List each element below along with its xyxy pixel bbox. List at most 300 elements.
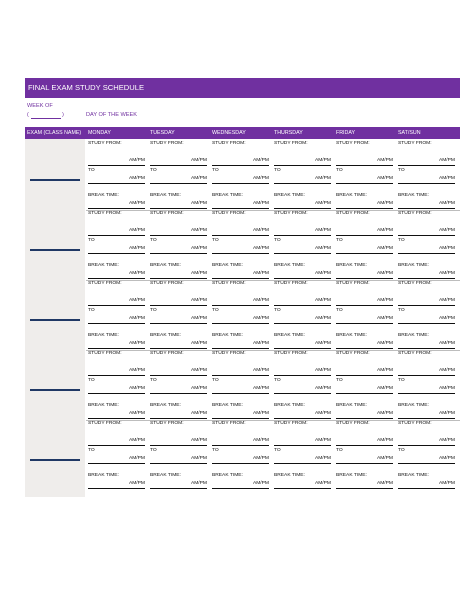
to-field[interactable]	[150, 393, 207, 394]
to-am-pm: AM/PM	[314, 316, 331, 321]
to-field[interactable]	[88, 393, 145, 394]
study-from-am-pm: AM/PM	[376, 158, 393, 163]
to-am-pm: AM/PM	[314, 176, 331, 181]
to-label: TO	[150, 378, 157, 383]
to-label: TO	[212, 168, 219, 173]
break-time-label: BREAK TIME:	[274, 473, 305, 478]
to-am-pm: AM/PM	[376, 246, 393, 251]
break-time-am-pm: AM/PM	[376, 271, 393, 276]
break-time-am-pm: AM/PM	[376, 201, 393, 206]
to-field[interactable]	[336, 463, 393, 464]
to-label: TO	[274, 168, 281, 173]
schedule-grid	[25, 139, 460, 497]
to-label: TO	[88, 168, 95, 173]
study-from-am-pm: AM/PM	[252, 368, 269, 373]
break-time-label: BREAK TIME:	[336, 263, 367, 268]
study-from-field[interactable]	[88, 445, 145, 446]
break-time-field[interactable]	[88, 348, 145, 349]
to-field[interactable]	[336, 323, 393, 324]
to-label: TO	[150, 448, 157, 453]
study-slot[interactable]	[148, 211, 209, 281]
study-from-field[interactable]	[398, 445, 455, 446]
week-of-label: WEEK OF	[27, 103, 53, 109]
study-slot[interactable]	[210, 351, 271, 421]
break-time-field[interactable]	[150, 208, 207, 209]
study-from-am-pm: AM/PM	[376, 228, 393, 233]
study-from-label: STUDY FROM:	[274, 281, 308, 286]
break-time-am-pm: AM/PM	[376, 481, 393, 486]
study-from-label: STUDY FROM:	[212, 351, 246, 356]
study-from-am-pm: AM/PM	[128, 298, 145, 303]
study-from-field[interactable]	[150, 375, 207, 376]
study-slot[interactable]	[86, 351, 147, 421]
study-from-field[interactable]	[398, 165, 455, 166]
study-from-am-pm: AM/PM	[438, 298, 455, 303]
to-label: TO	[212, 448, 219, 453]
study-slot[interactable]	[86, 281, 147, 351]
to-field[interactable]	[274, 463, 331, 464]
to-am-pm: AM/PM	[190, 246, 207, 251]
to-field[interactable]	[212, 323, 269, 324]
study-slot[interactable]	[334, 281, 395, 351]
break-time-label: BREAK TIME:	[212, 333, 243, 338]
study-slot[interactable]	[148, 141, 209, 211]
to-field[interactable]	[212, 393, 269, 394]
break-time-field[interactable]	[274, 488, 331, 489]
study-from-label: STUDY FROM:	[150, 351, 184, 356]
study-from-field[interactable]	[398, 235, 455, 236]
study-from-field[interactable]	[150, 165, 207, 166]
study-from-field[interactable]	[336, 305, 393, 306]
to-field[interactable]	[336, 183, 393, 184]
break-time-am-pm: AM/PM	[438, 201, 455, 206]
study-slot[interactable]	[86, 211, 147, 281]
day-of-week-label: DAY OF THE WEEK	[86, 112, 137, 118]
study-from-field[interactable]	[336, 445, 393, 446]
study-from-field[interactable]	[274, 305, 331, 306]
study-from-label: STUDY FROM:	[150, 281, 184, 286]
break-time-label: BREAK TIME:	[212, 193, 243, 198]
to-label: TO	[150, 238, 157, 243]
header-wednesday: WEDNESDAY	[212, 130, 246, 136]
study-from-am-pm: AM/PM	[314, 298, 331, 303]
study-from-am-pm: AM/PM	[190, 228, 207, 233]
study-slot[interactable]	[272, 281, 333, 351]
to-am-pm: AM/PM	[190, 456, 207, 461]
break-time-label: BREAK TIME:	[336, 473, 367, 478]
break-time-field[interactable]	[88, 488, 145, 489]
break-time-label: BREAK TIME:	[150, 473, 181, 478]
study-slot[interactable]	[148, 281, 209, 351]
study-from-label: STUDY FROM:	[398, 211, 432, 216]
study-from-label: STUDY FROM:	[274, 211, 308, 216]
to-field[interactable]	[88, 463, 145, 464]
study-from-am-pm: AM/PM	[128, 158, 145, 163]
study-from-field[interactable]	[212, 165, 269, 166]
to-field[interactable]	[150, 463, 207, 464]
break-time-am-pm: AM/PM	[252, 411, 269, 416]
to-label: TO	[274, 378, 281, 383]
to-field[interactable]	[88, 323, 145, 324]
to-am-pm: AM/PM	[314, 246, 331, 251]
break-time-label: BREAK TIME:	[336, 193, 367, 198]
to-field[interactable]	[398, 253, 455, 254]
break-time-am-pm: AM/PM	[190, 411, 207, 416]
break-time-am-pm: AM/PM	[252, 201, 269, 206]
to-am-pm: AM/PM	[438, 246, 455, 251]
break-time-label: BREAK TIME:	[212, 403, 243, 408]
study-slot[interactable]	[148, 351, 209, 421]
study-slot[interactable]	[334, 351, 395, 421]
week-of-field[interactable]	[31, 118, 61, 119]
to-field[interactable]	[212, 463, 269, 464]
study-from-am-pm: AM/PM	[190, 298, 207, 303]
study-from-field[interactable]	[274, 165, 331, 166]
study-from-label: STUDY FROM:	[150, 421, 184, 426]
to-label: TO	[336, 378, 343, 383]
break-time-label: BREAK TIME:	[150, 263, 181, 268]
header-sat-sun: SAT/SUN	[398, 130, 421, 136]
study-from-am-pm: AM/PM	[314, 228, 331, 233]
to-label: TO	[398, 378, 405, 383]
study-slot[interactable]	[396, 281, 457, 351]
break-time-am-pm: AM/PM	[252, 481, 269, 486]
break-time-am-pm: AM/PM	[314, 341, 331, 346]
to-field[interactable]	[398, 183, 455, 184]
break-time-field[interactable]	[398, 278, 455, 279]
study-from-label: STUDY FROM:	[88, 351, 122, 356]
break-time-field[interactable]	[336, 348, 393, 349]
study-from-am-pm: AM/PM	[190, 158, 207, 163]
study-from-am-pm: AM/PM	[438, 228, 455, 233]
to-am-pm: AM/PM	[128, 176, 145, 181]
to-field[interactable]	[88, 253, 145, 254]
break-time-am-pm: AM/PM	[438, 341, 455, 346]
to-field[interactable]	[336, 253, 393, 254]
exam-class-name-field[interactable]	[30, 459, 80, 461]
break-time-am-pm: AM/PM	[190, 341, 207, 346]
to-am-pm: AM/PM	[252, 176, 269, 181]
study-from-am-pm: AM/PM	[314, 368, 331, 373]
study-from-field[interactable]	[336, 375, 393, 376]
break-time-am-pm: AM/PM	[252, 271, 269, 276]
schedule-title: FINAL EXAM STUDY SCHEDULE	[25, 78, 460, 98]
to-field[interactable]	[88, 183, 145, 184]
to-field[interactable]	[150, 323, 207, 324]
study-from-field[interactable]	[88, 305, 145, 306]
header-friday: FRIDAY	[336, 130, 356, 136]
study-from-field[interactable]	[274, 235, 331, 236]
to-field[interactable]	[274, 183, 331, 184]
to-field[interactable]	[398, 393, 455, 394]
break-time-label: BREAK TIME:	[88, 263, 119, 268]
break-time-field[interactable]	[212, 488, 269, 489]
to-field[interactable]	[398, 323, 455, 324]
study-from-am-pm: AM/PM	[314, 438, 331, 443]
study-from-label: STUDY FROM:	[212, 211, 246, 216]
break-time-am-pm: AM/PM	[376, 341, 393, 346]
break-time-am-pm: AM/PM	[438, 271, 455, 276]
exam-class-name-field[interactable]	[30, 389, 80, 391]
header-monday: MONDAY	[88, 130, 111, 136]
to-am-pm: AM/PM	[376, 386, 393, 391]
break-time-field[interactable]	[274, 348, 331, 349]
to-label: TO	[336, 168, 343, 173]
study-from-field[interactable]	[398, 375, 455, 376]
header-thursday: THURSDAY	[274, 130, 303, 136]
study-from-field[interactable]	[212, 235, 269, 236]
break-time-field[interactable]	[274, 278, 331, 279]
break-time-am-pm: AM/PM	[376, 411, 393, 416]
study-from-am-pm: AM/PM	[252, 438, 269, 443]
to-am-pm: AM/PM	[128, 456, 145, 461]
break-time-am-pm: AM/PM	[128, 341, 145, 346]
break-time-field[interactable]	[150, 348, 207, 349]
to-label: TO	[336, 308, 343, 313]
study-from-label: STUDY FROM:	[274, 141, 308, 146]
to-field[interactable]	[274, 393, 331, 394]
to-label: TO	[88, 308, 95, 313]
study-from-field[interactable]	[88, 235, 145, 236]
break-time-label: BREAK TIME:	[398, 473, 429, 478]
study-from-label: STUDY FROM:	[150, 211, 184, 216]
break-time-label: BREAK TIME:	[398, 403, 429, 408]
header-exam-class: EXAM (CLASS NAME)	[27, 130, 82, 136]
study-from-field[interactable]	[336, 165, 393, 166]
study-from-am-pm: AM/PM	[252, 228, 269, 233]
break-time-field[interactable]	[212, 278, 269, 279]
exam-class-name-field[interactable]	[30, 319, 80, 321]
study-from-am-pm: AM/PM	[376, 298, 393, 303]
study-slot[interactable]	[210, 281, 271, 351]
break-time-field[interactable]	[398, 348, 455, 349]
break-time-field[interactable]	[88, 208, 145, 209]
to-am-pm: AM/PM	[128, 316, 145, 321]
to-am-pm: AM/PM	[252, 386, 269, 391]
study-from-label: STUDY FROM:	[336, 141, 370, 146]
study-from-field[interactable]	[274, 445, 331, 446]
to-label: TO	[88, 378, 95, 383]
study-from-label: STUDY FROM:	[88, 141, 122, 146]
study-slot[interactable]	[396, 141, 457, 211]
study-from-field[interactable]	[150, 235, 207, 236]
break-time-field[interactable]	[212, 348, 269, 349]
break-time-label: BREAK TIME:	[274, 263, 305, 268]
study-from-label: STUDY FROM:	[398, 421, 432, 426]
study-from-field[interactable]	[212, 445, 269, 446]
study-slot[interactable]	[272, 351, 333, 421]
study-from-field[interactable]	[150, 305, 207, 306]
study-from-am-pm: AM/PM	[376, 368, 393, 373]
to-label: TO	[398, 238, 405, 243]
study-from-field[interactable]	[88, 165, 145, 166]
exam-class-name-field[interactable]	[30, 179, 80, 181]
study-from-am-pm: AM/PM	[128, 438, 145, 443]
break-time-label: BREAK TIME:	[274, 193, 305, 198]
study-from-label: STUDY FROM:	[88, 421, 122, 426]
break-time-am-pm: AM/PM	[128, 201, 145, 206]
to-label: TO	[88, 238, 95, 243]
study-slot[interactable]	[210, 141, 271, 211]
break-time-label: BREAK TIME:	[88, 403, 119, 408]
study-slot[interactable]	[396, 211, 457, 281]
break-time-field[interactable]	[212, 208, 269, 209]
break-time-label: BREAK TIME:	[150, 403, 181, 408]
break-time-am-pm: AM/PM	[190, 201, 207, 206]
to-field[interactable]	[274, 323, 331, 324]
study-slot[interactable]	[210, 421, 271, 491]
break-time-am-pm: AM/PM	[128, 481, 145, 486]
study-slot[interactable]	[396, 421, 457, 491]
break-time-field[interactable]	[212, 418, 269, 419]
to-am-pm: AM/PM	[128, 246, 145, 251]
to-am-pm: AM/PM	[252, 246, 269, 251]
break-time-label: BREAK TIME:	[336, 403, 367, 408]
week-paren-open: (	[27, 112, 29, 118]
break-time-label: BREAK TIME:	[88, 333, 119, 338]
break-time-label: BREAK TIME:	[150, 333, 181, 338]
break-time-am-pm: AM/PM	[128, 271, 145, 276]
study-from-am-pm: AM/PM	[252, 298, 269, 303]
study-slot[interactable]	[148, 421, 209, 491]
break-time-field[interactable]	[398, 208, 455, 209]
study-from-am-pm: AM/PM	[128, 368, 145, 373]
to-field[interactable]	[212, 183, 269, 184]
column-header-row	[25, 127, 460, 139]
study-from-label: STUDY FROM:	[88, 211, 122, 216]
break-time-am-pm: AM/PM	[438, 411, 455, 416]
to-label: TO	[274, 308, 281, 313]
break-time-field[interactable]	[150, 488, 207, 489]
week-paren-close: )	[62, 112, 64, 118]
study-from-label: STUDY FROM:	[398, 351, 432, 356]
break-time-field[interactable]	[88, 278, 145, 279]
study-slot[interactable]	[272, 141, 333, 211]
study-from-field[interactable]	[336, 235, 393, 236]
to-am-pm: AM/PM	[376, 176, 393, 181]
exam-class-column	[25, 139, 85, 497]
study-from-label: STUDY FROM:	[274, 421, 308, 426]
study-slot[interactable]	[86, 421, 147, 491]
to-field[interactable]	[150, 253, 207, 254]
to-am-pm: AM/PM	[376, 316, 393, 321]
break-time-am-pm: AM/PM	[190, 271, 207, 276]
to-field[interactable]	[274, 253, 331, 254]
study-from-label: STUDY FROM:	[336, 421, 370, 426]
study-slot[interactable]	[396, 351, 457, 421]
study-from-label: STUDY FROM:	[398, 141, 432, 146]
study-from-field[interactable]	[212, 375, 269, 376]
break-time-field[interactable]	[150, 418, 207, 419]
to-am-pm: AM/PM	[190, 176, 207, 181]
week-info	[25, 98, 460, 127]
break-time-field[interactable]	[336, 278, 393, 279]
header-tuesday: TUESDAY	[150, 130, 175, 136]
study-from-am-pm: AM/PM	[438, 438, 455, 443]
break-time-field[interactable]	[398, 488, 455, 489]
to-field[interactable]	[212, 253, 269, 254]
to-label: TO	[88, 448, 95, 453]
study-from-label: STUDY FROM:	[336, 281, 370, 286]
study-slot[interactable]	[334, 141, 395, 211]
study-from-label: STUDY FROM:	[212, 141, 246, 146]
to-field[interactable]	[150, 183, 207, 184]
to-label: TO	[274, 238, 281, 243]
break-time-am-pm: AM/PM	[252, 341, 269, 346]
break-time-am-pm: AM/PM	[190, 481, 207, 486]
study-from-label: STUDY FROM:	[212, 281, 246, 286]
break-time-am-pm: AM/PM	[314, 201, 331, 206]
study-from-label: STUDY FROM:	[336, 351, 370, 356]
study-slot[interactable]	[210, 211, 271, 281]
study-from-field[interactable]	[212, 305, 269, 306]
break-time-field[interactable]	[398, 418, 455, 419]
break-time-label: BREAK TIME:	[274, 333, 305, 338]
break-time-am-pm: AM/PM	[128, 411, 145, 416]
study-slot[interactable]	[334, 421, 395, 491]
study-from-label: STUDY FROM:	[150, 141, 184, 146]
study-from-field[interactable]	[398, 305, 455, 306]
to-label: TO	[212, 378, 219, 383]
break-time-label: BREAK TIME:	[212, 473, 243, 478]
to-label: TO	[398, 448, 405, 453]
study-from-am-pm: AM/PM	[438, 158, 455, 163]
to-field[interactable]	[336, 393, 393, 394]
break-time-field[interactable]	[274, 418, 331, 419]
study-from-am-pm: AM/PM	[376, 438, 393, 443]
exam-class-name-field[interactable]	[30, 249, 80, 251]
to-am-pm: AM/PM	[438, 386, 455, 391]
break-time-label: BREAK TIME:	[336, 333, 367, 338]
study-from-field[interactable]	[150, 445, 207, 446]
to-am-pm: AM/PM	[190, 386, 207, 391]
study-from-am-pm: AM/PM	[438, 368, 455, 373]
to-label: TO	[398, 308, 405, 313]
to-field[interactable]	[398, 463, 455, 464]
break-time-field[interactable]	[274, 208, 331, 209]
study-slot[interactable]	[86, 141, 147, 211]
study-slot[interactable]	[272, 211, 333, 281]
break-time-field[interactable]	[150, 278, 207, 279]
break-time-field[interactable]	[336, 488, 393, 489]
to-label: TO	[336, 238, 343, 243]
study-from-field[interactable]	[274, 375, 331, 376]
break-time-am-pm: AM/PM	[314, 271, 331, 276]
break-time-label: BREAK TIME:	[398, 193, 429, 198]
study-slot[interactable]	[272, 421, 333, 491]
to-am-pm: AM/PM	[190, 316, 207, 321]
break-time-label: BREAK TIME:	[150, 193, 181, 198]
to-am-pm: AM/PM	[252, 456, 269, 461]
to-am-pm: AM/PM	[314, 456, 331, 461]
to-label: TO	[150, 168, 157, 173]
study-from-field[interactable]	[88, 375, 145, 376]
to-label: TO	[212, 308, 219, 313]
study-from-am-pm: AM/PM	[252, 158, 269, 163]
break-time-field[interactable]	[88, 418, 145, 419]
break-time-field[interactable]	[336, 208, 393, 209]
to-label: TO	[212, 238, 219, 243]
to-am-pm: AM/PM	[128, 386, 145, 391]
to-label: TO	[336, 448, 343, 453]
break-time-field[interactable]	[336, 418, 393, 419]
to-am-pm: AM/PM	[438, 176, 455, 181]
to-am-pm: AM/PM	[314, 386, 331, 391]
to-am-pm: AM/PM	[376, 456, 393, 461]
study-from-am-pm: AM/PM	[314, 158, 331, 163]
break-time-label: BREAK TIME:	[274, 403, 305, 408]
study-slot[interactable]	[334, 211, 395, 281]
